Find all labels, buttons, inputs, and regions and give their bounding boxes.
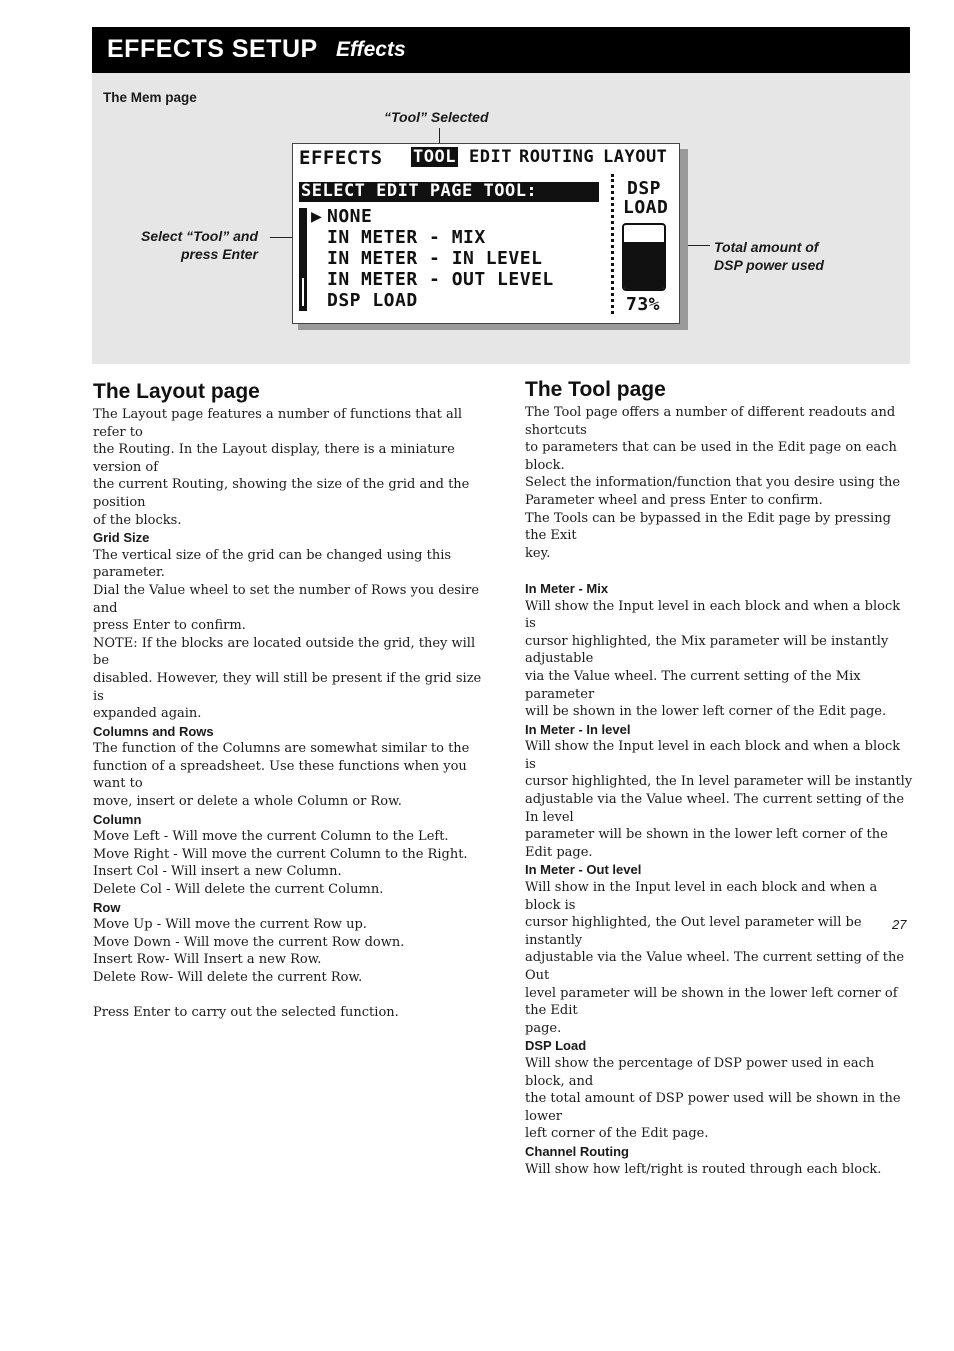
- text-line: will be shown in the lower left corner of the Edit page.: [525, 704, 887, 720]
- text-line: of the blocks.: [93, 512, 182, 528]
- callout-dsp-power: [714, 238, 824, 274]
- text-line: Parameter wheel and press Enter to confirm.: [525, 492, 823, 508]
- tool-page-heading: The Tool page: [525, 378, 666, 401]
- tool-intro: [525, 404, 915, 562]
- text-line: The Tools can be bypassed in the Edit page by pressing the Exit: [525, 510, 891, 544]
- layout-page-section: [93, 378, 483, 1022]
- text-line: Move Down - Will move the current Row down.: [93, 934, 405, 950]
- mem-page-label: The Mem page: [103, 90, 197, 105]
- text-line: parameter will be shown in the lower left corner of the Edit page.: [525, 827, 888, 860]
- lcd-selection-marker: ▶: [311, 206, 323, 227]
- text-line: adjustable via the Value wheel. The current setting of the Out: [525, 950, 905, 983]
- text-line: press Enter to confirm.: [93, 618, 246, 634]
- text-line: Delete Row- Will delete the current Row.: [93, 970, 363, 985]
- lcd-select-title: SELECT EDIT PAGE TOOL:: [301, 181, 538, 201]
- lcd-item-mix: IN METER - MIX: [327, 227, 486, 248]
- text-line: move, insert or delete a whole Column or Row.: [93, 794, 402, 810]
- text-line: Will show the Input level in each block and when a block is: [525, 739, 901, 772]
- text-line: The Tool page offers a number of different readouts and shortcuts: [525, 405, 896, 438]
- callout-dsp-line2: DSP power used: [714, 257, 824, 273]
- columns-rows-text: [93, 740, 483, 810]
- section-header: [92, 27, 910, 73]
- dsp-load-heading: DSP Load: [525, 1038, 587, 1054]
- page-number: 27: [892, 917, 907, 932]
- text-line: Dial the Value wheel to set the number of Rows you desire and: [93, 582, 480, 616]
- text-line: left corner of the Edit page.: [525, 1126, 709, 1142]
- lcd-dsp-value: 73%: [626, 294, 661, 315]
- text-line: The function of the Columns are somewhat similar to the: [93, 741, 470, 757]
- columns-rows-heading: Columns and Rows: [93, 723, 214, 739]
- dsp-load-text: [525, 1055, 915, 1143]
- text-line: the current Routing, showing the size of the grid and the position: [93, 477, 470, 510]
- text-line: Insert Row- Will Insert a new Row.: [93, 952, 322, 968]
- lcd-tab-effects: EFFECTS: [299, 147, 383, 169]
- spacer: [525, 562, 915, 580]
- text-line: disabled. However, they will still be present if the grid size is: [93, 670, 482, 704]
- text-line: function of a spreadsheet. Use these functions when you want to: [93, 758, 467, 792]
- text-line: Select the information/function that you desire using the: [525, 475, 901, 491]
- callout-dsp-line1: Total amount of: [714, 239, 819, 255]
- text-line: Will show the percentage of DSP power used in each block, and: [525, 1055, 875, 1089]
- row-text: [93, 916, 483, 986]
- spacer: [93, 987, 483, 1005]
- lcd-scrollbar-gap: [302, 278, 304, 306]
- text-line: The Layout page features a number of functions that all refer to: [93, 407, 463, 440]
- in-meter-in-text: [525, 738, 915, 861]
- lcd-tab-edit: EDIT: [469, 147, 512, 167]
- dsp-load-meter: [622, 223, 666, 291]
- lcd-dotted-divider: [611, 174, 614, 314]
- in-meter-mix-text: [525, 598, 915, 721]
- text-line: The vertical size of the grid can be changed using this parameter.: [93, 547, 452, 581]
- grid-size-heading: Grid Size: [93, 530, 150, 546]
- text-line: expanded again.: [93, 706, 202, 722]
- lcd-item-none: NONE: [327, 206, 373, 227]
- text-line: via the Value wheel. The current setting of the Mix parameter: [525, 668, 861, 702]
- text-line: Insert Col - Will insert a new Column.: [93, 864, 342, 880]
- text-line: the Routing. In the Layout display, there is a miniature version of: [93, 442, 455, 475]
- lcd-item-dsp-load: DSP LOAD: [327, 290, 418, 311]
- text-line: Delete Col - Will delete the current Column.: [93, 882, 384, 898]
- layout-intro: [93, 406, 483, 529]
- text-line: Will show the Input level in each block and when a block is: [525, 598, 901, 632]
- section-subtitle: Effects: [336, 38, 406, 61]
- layout-final-note: Press Enter to carry out the selected function.: [93, 1005, 399, 1021]
- channel-routing-heading: Channel Routing: [525, 1143, 629, 1159]
- text-line: cursor highlighted, the Out level parameter will be instantly: [525, 915, 862, 948]
- in-meter-mix-heading: In Meter - Mix: [525, 580, 609, 596]
- grid-size-text: [93, 547, 483, 723]
- row-heading: Row: [93, 899, 121, 915]
- lcd-tab-layout: LAYOUT: [603, 147, 668, 167]
- callout-tool-selected: “Tool” Selected: [384, 109, 489, 125]
- text-line: level parameter will be shown in the lower left corner of the Edit: [525, 985, 898, 1019]
- text-line: Will show how left/right is routed through each block.: [525, 1161, 882, 1177]
- lcd-tab-routing: ROUTING: [519, 147, 595, 167]
- in-meter-out-text: [525, 879, 915, 1037]
- text-line: cursor highlighted, the In level parameter will be instantly: [525, 774, 913, 790]
- text-line: Move Up - Will move the current Row up.: [93, 917, 367, 933]
- text-line: Will show in the Input level in each block and when a block is: [525, 880, 878, 913]
- lcd-tab-tool: TOOL: [413, 147, 456, 167]
- text-line: Move Left - Will move the current Column to the Left.: [93, 829, 449, 845]
- lcd-item-in-level: IN METER - IN LEVEL: [327, 248, 543, 269]
- column-heading: Column: [93, 811, 142, 827]
- text-line: key.: [525, 545, 551, 561]
- dsp-load-meter-fill: [624, 242, 664, 289]
- column-text: [93, 828, 483, 898]
- lcd-dsp-label: DSP: [627, 178, 662, 199]
- in-meter-in-heading: In Meter - In level: [525, 721, 631, 737]
- text-line: cursor highlighted, the Mix parameter will be instantly adjustable: [525, 633, 889, 667]
- lcd-display: [292, 143, 680, 324]
- text-line: NOTE: If the blocks are located outside the grid, they will be: [93, 635, 476, 669]
- lcd-load-label: LOAD: [623, 197, 669, 218]
- text-line: page.: [525, 1020, 562, 1036]
- layout-page-heading: The Layout page: [93, 380, 260, 403]
- lcd-item-out-level: IN METER - OUT LEVEL: [327, 269, 554, 290]
- tool-page-section: [525, 376, 915, 1178]
- channel-routing-text: [525, 1161, 915, 1179]
- text-line: to parameters that can be used in the Edit page on each block.: [525, 440, 897, 473]
- text-line: Move Right - Will move the current Column to the Right.: [93, 846, 468, 862]
- text-line: adjustable via the Value wheel. The current setting of the In level: [525, 792, 905, 825]
- in-meter-out-heading: In Meter - Out level: [525, 862, 642, 878]
- callout-select-tool: Select “Tool” and press Enter: [141, 228, 258, 262]
- mem-page-figure: [92, 73, 910, 364]
- section-title: EFFECTS SETUP: [107, 35, 318, 63]
- text-line: the total amount of DSP power used will be shown in the lower: [525, 1091, 901, 1124]
